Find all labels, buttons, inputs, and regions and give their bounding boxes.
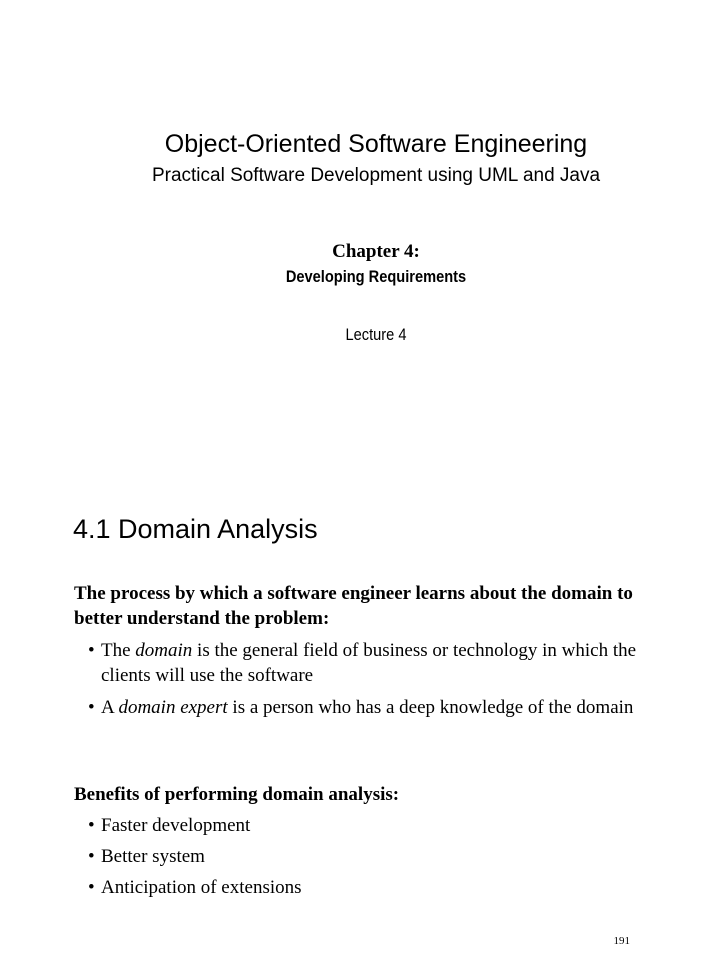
section-heading: 4.1 Domain Analysis bbox=[73, 514, 318, 544]
definition-rest: is the general field of business or technology in which the clients will use the software bbox=[101, 640, 637, 686]
definition-bullet-domain-expert bbox=[88, 695, 648, 720]
chapter-label: Chapter 4: bbox=[332, 241, 420, 262]
bullet-icon: • bbox=[88, 846, 95, 867]
bullet-icon: • bbox=[88, 815, 95, 836]
definition-bullet-domain bbox=[88, 638, 648, 688]
page-number: 191 bbox=[613, 935, 630, 947]
book-title: Object-Oriented Software Engineering bbox=[164, 130, 588, 158]
bullet-icon: • bbox=[88, 877, 95, 898]
benefit-text: Better system bbox=[101, 846, 205, 867]
definition-prefix: A bbox=[101, 697, 119, 718]
benefits-heading: Benefits of performing domain analysis: bbox=[74, 784, 400, 805]
benefit-item bbox=[88, 844, 648, 869]
definition-prefix: The bbox=[101, 640, 136, 661]
definition-rest: is a person who has a deep knowledge of the domain bbox=[227, 697, 634, 718]
definition-term: domain bbox=[135, 640, 193, 661]
bullet-icon: • bbox=[88, 640, 95, 661]
definition-text bbox=[88, 695, 648, 720]
benefit-text: Faster development bbox=[101, 815, 251, 836]
lecture-label: Lecture 4 bbox=[345, 325, 407, 344]
benefit-item bbox=[88, 875, 648, 900]
book-subtitle: Practical Software Development using UML and Java bbox=[151, 165, 601, 186]
bullet-icon: • bbox=[88, 697, 95, 718]
intro-paragraph: The process by which a software engineer learns about the domain to better understand the problem: bbox=[74, 583, 633, 629]
definition-text bbox=[88, 638, 648, 688]
chapter-title: Developing Requirements bbox=[285, 267, 467, 286]
benefit-text: Anticipation of extensions bbox=[101, 877, 302, 898]
benefit-item bbox=[88, 813, 648, 838]
definition-term: domain expert bbox=[118, 697, 228, 718]
